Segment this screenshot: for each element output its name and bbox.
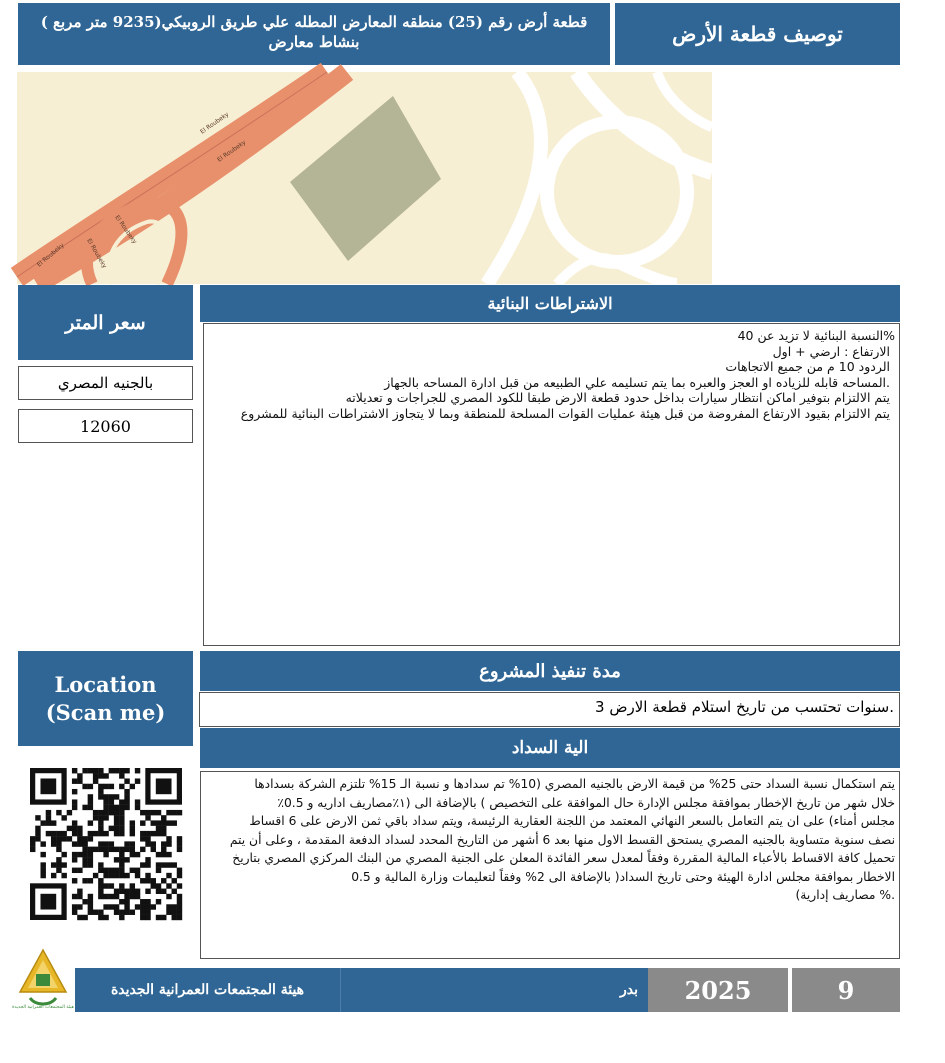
plot-title-line2: بنشاط معارض bbox=[268, 33, 360, 51]
site-map bbox=[17, 72, 712, 284]
condition-line: %النسبة البنائية لا تزيد عن 40 bbox=[737, 328, 895, 343]
location-label: Location (Scan me) bbox=[18, 651, 193, 746]
price-currency: بالجنيه المصري bbox=[18, 366, 193, 400]
road-label-4: El Roubeky bbox=[85, 237, 108, 270]
plot-title bbox=[18, 3, 610, 65]
condition-line: يتم الالتزام بتوفير اماكن انتظار سيارات بداخل حدود قطعة الارض طبقا للكود المصري للجراجات و تعديلاته bbox=[345, 390, 890, 405]
building-conditions-title: الاشتراطات البنائية bbox=[200, 285, 900, 322]
payment-body bbox=[200, 771, 900, 959]
payment-line: خلال شهر من تاريخ الإخطار بموافقة مجلس الإدارة حال الموافقة على التخصيص ) بالإضافة الى (١٪مصاريف اداريه و 0.5٪ bbox=[277, 795, 895, 810]
page-number: 9 bbox=[790, 968, 900, 1012]
location-qr-code[interactable] bbox=[30, 768, 182, 920]
payment-line: مجلس أمناء) على ان يتم التعامل بالسعر النهائي المعتمد من اللجنة العقارية الرئيسة، ويتم سداد باقي ثمن الارض على 6 اقساط bbox=[249, 814, 895, 828]
condition-line: الارتفاع : ارضي + اول bbox=[772, 343, 890, 359]
qr-code-svg bbox=[30, 768, 182, 920]
authority-name: هيئة المجتمعات العمرانية الجديدة bbox=[75, 968, 340, 1012]
section-title: توصيف قطعة الأرض bbox=[615, 3, 900, 65]
payment-line: يتم استكمال نسبة السداد حتى 25% من قيمة الارض بالجنيه المصري (10% تم سدادها و نسبة الـ 15% تلتزم الشركة بسدادها bbox=[254, 777, 895, 791]
city-name: بدر bbox=[340, 968, 648, 1012]
site-map-svg bbox=[17, 72, 712, 284]
duration-title: مدة تنفيذ المشروع bbox=[200, 651, 900, 691]
building-conditions-body bbox=[203, 323, 900, 646]
duration-body: .سنوات تحتسب من تاريخ استلام قطعة الارض 3 bbox=[199, 692, 900, 727]
payment-line: الاخطار بموافقة مجلس ادارة الهيئة وحتى تاريخ السداد( بالإضافة الى 2% وفقاً لتعليمات وزارة المالية و 0.5 bbox=[351, 869, 895, 884]
road-label-1: El Roubeky bbox=[199, 110, 231, 136]
authority-logo bbox=[12, 946, 74, 1012]
payment-title: الية السداد bbox=[200, 728, 900, 768]
logo-icon bbox=[12, 946, 74, 1012]
price-label: سعر المتر bbox=[18, 285, 193, 360]
plot-title-line1: قطعة أرض رقم (25) منطقه المعارض المطله علي طريق الروبيكي(9235 متر مربع ) bbox=[40, 13, 588, 31]
road-label-5: El Roubeky bbox=[35, 241, 66, 269]
road-label-3: El Roubeky bbox=[113, 214, 139, 246]
price-value: 12060 bbox=[18, 409, 193, 443]
condition-line: يتم الالتزام بقيود الارتفاع المفروضة من قبل هيئة عمليات القوات المسلحة للمنطقة وبما لا يتجاوز الاشتراطات البنائية للمشروع bbox=[240, 405, 890, 421]
logo-text: هيئة المجتمعات العمرانية الجديدة bbox=[12, 1005, 74, 1010]
payment-line: .% مصاريف إدارية) bbox=[795, 888, 895, 902]
payment-line: تحميل كافة الاقساط بالأعباء المالية المقررة وفقاً لمعدل سعر الفائدة المعلن على الجنية المصري من البنك المركزي المصري بتاريخ bbox=[232, 851, 895, 865]
payment-line: نصف سنوية متساوية بالجنيه المصري يستحق القسط الاول منها بعد 6 أشهر من التاريخ المحدد لسداد الدفعة المقدمة ، وعلى أن يتم bbox=[229, 832, 895, 847]
year: 2025 bbox=[648, 968, 788, 1012]
road-label-2: El Roubeky bbox=[216, 138, 248, 164]
condition-line: الردود 10 م من جميع الاتجاهات bbox=[725, 359, 890, 374]
condition-line: .المساحه قابله للزياده او العجز والعبره بما يتم تسليمه علي الطبيعه من قبل ادارة المساحه بالجهاز bbox=[384, 374, 890, 390]
